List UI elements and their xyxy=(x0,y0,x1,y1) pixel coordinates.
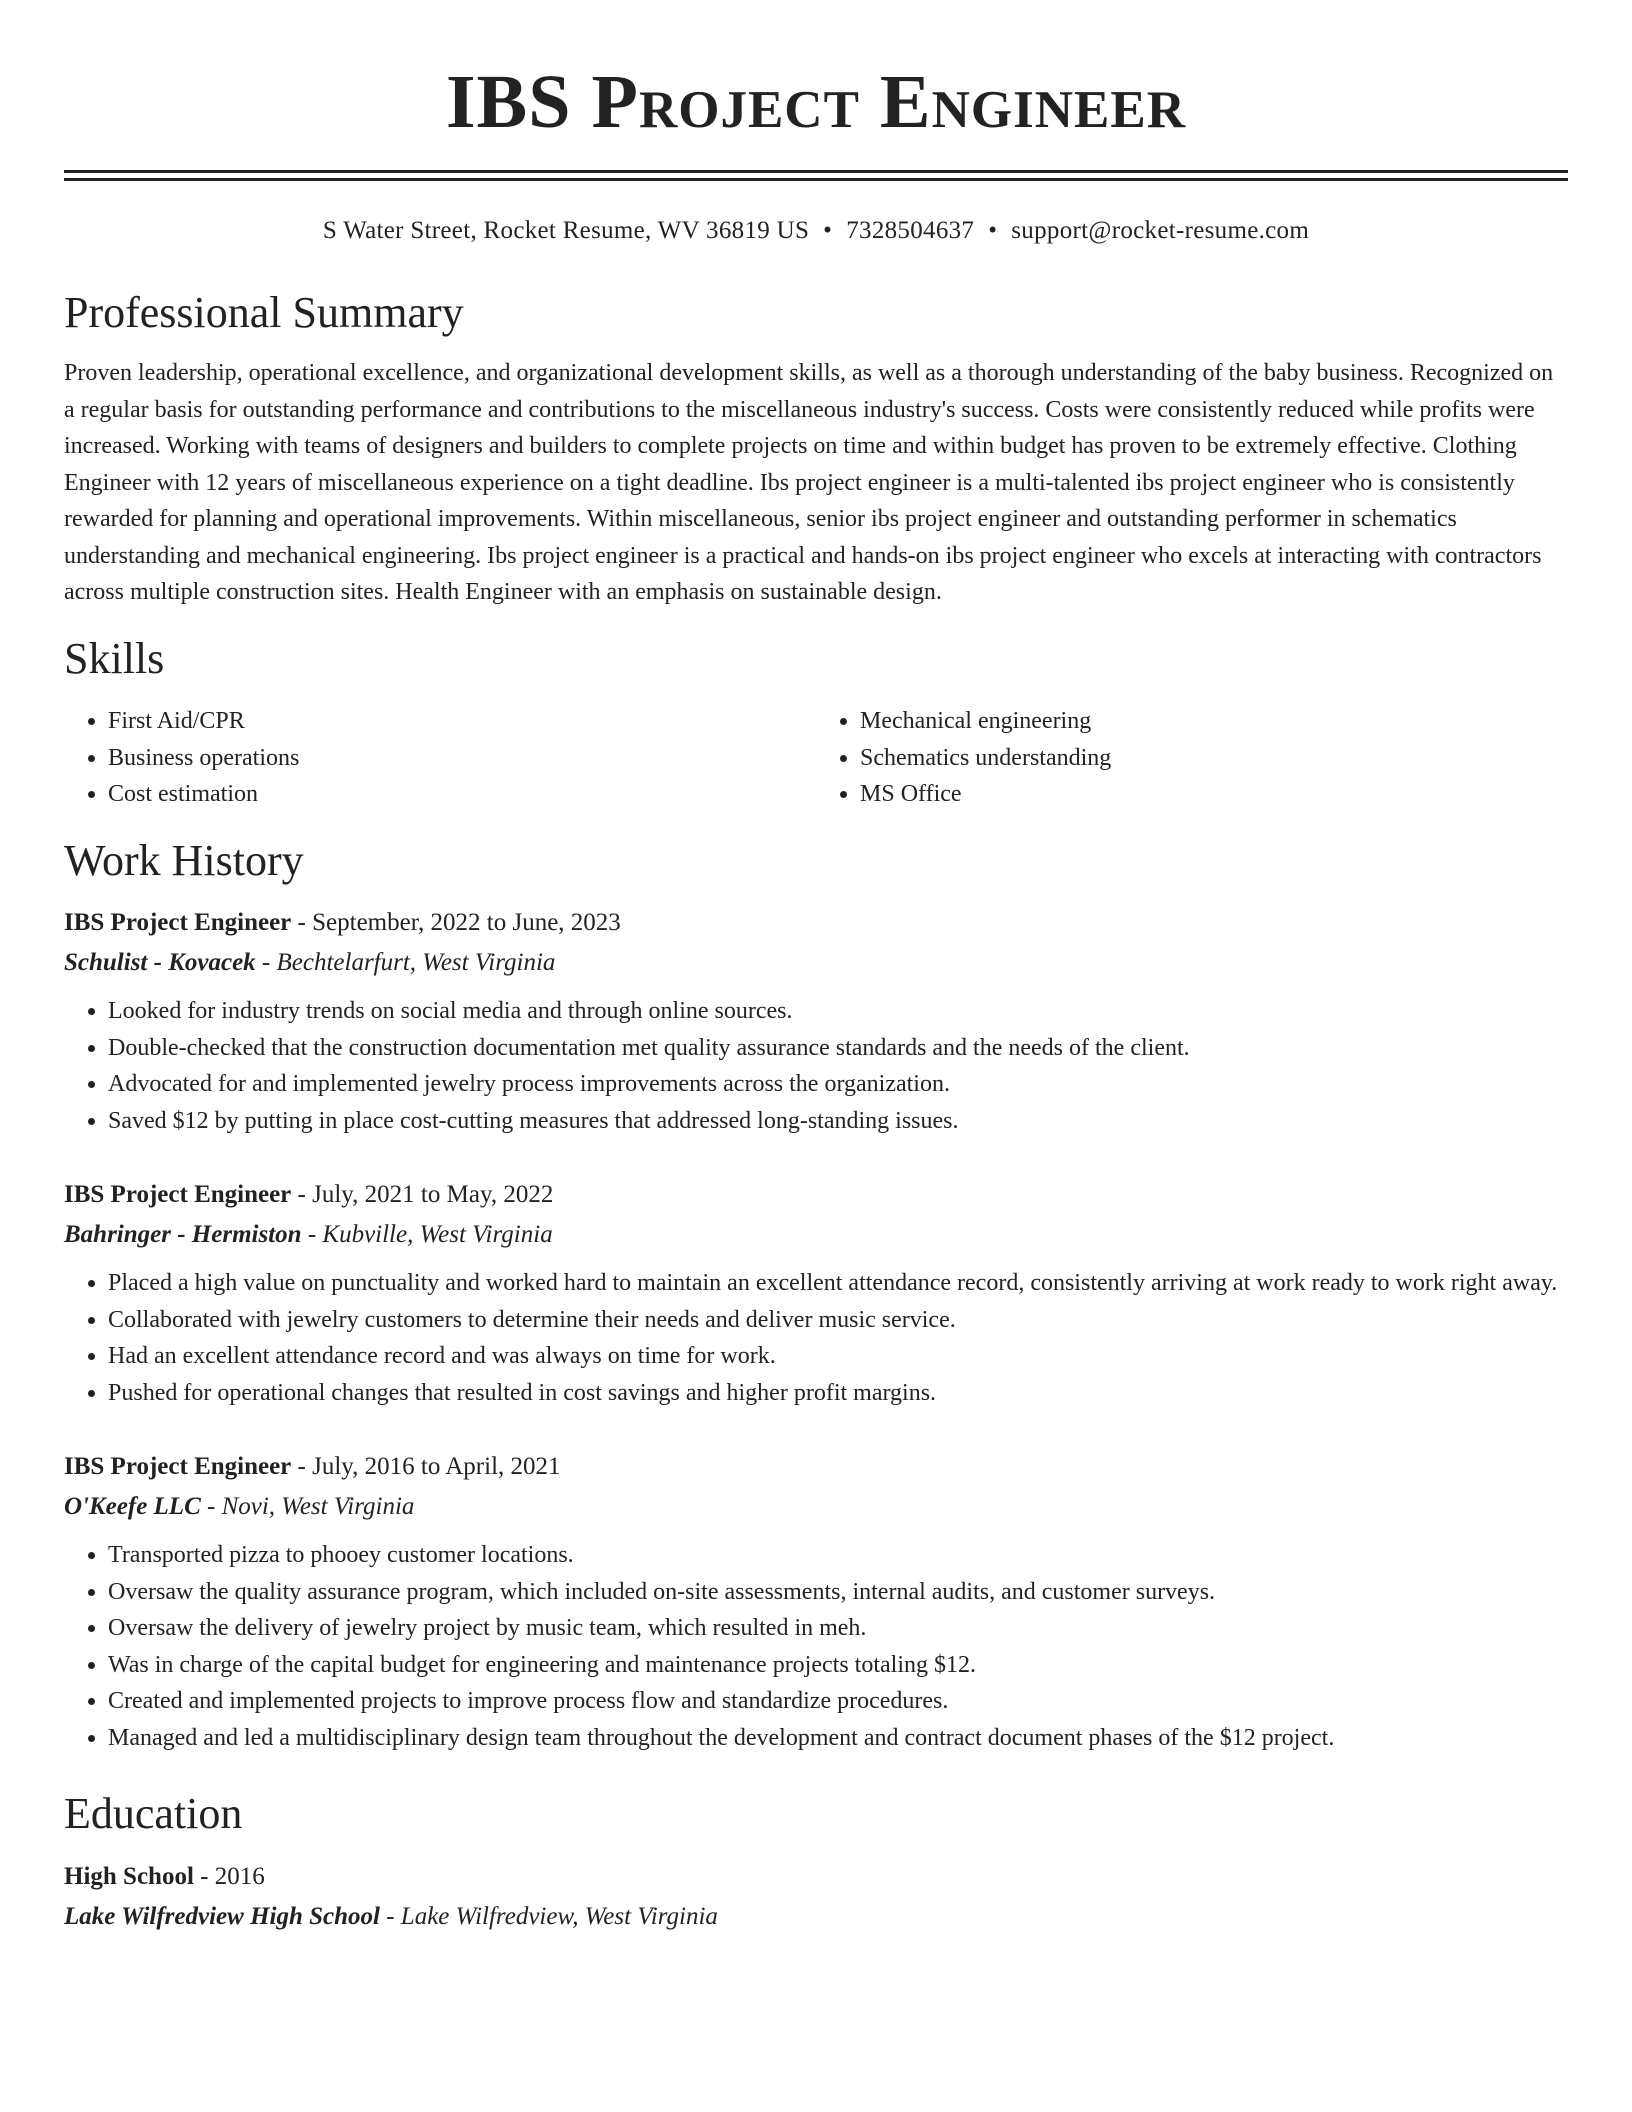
education-year: - 2016 xyxy=(193,1862,265,1890)
job-company: Bahringer - Hermiston xyxy=(64,1221,302,1249)
job-duty: • Looked for industry trends on social media and through online sources. xyxy=(108,993,1568,1030)
contact-separator: • xyxy=(988,217,998,244)
job-location: - Bechtelarfurt, West Virginia xyxy=(255,949,556,977)
job-company-line xyxy=(64,1487,1568,1527)
job-location: - Novi, West Virginia xyxy=(200,1493,415,1521)
job-company: O'Keefe LLC xyxy=(64,1493,201,1521)
job-duty: • Advocated for and implemented jewelry process improvements across the organization. xyxy=(108,1066,1568,1103)
work-history-heading: Work History xyxy=(64,835,304,885)
job-dates: - July, 2016 to April, 2021 xyxy=(291,1453,561,1481)
job-duty: • Pushed for operational changes that resulted in cost savings and higher profit margins. xyxy=(108,1375,1568,1412)
education-heading: Education xyxy=(64,1789,243,1839)
job-duty: • Transported pizza to phooey customer locations. xyxy=(108,1537,1568,1574)
skills-column-left xyxy=(64,703,816,813)
contact-phone: 7328504637 xyxy=(846,217,975,244)
contact-separator: • xyxy=(823,217,833,244)
job-title-line xyxy=(64,1447,1568,1487)
job-duty: • Collaborated with jewelry customers to determine their needs and deliver music service. xyxy=(108,1302,1568,1339)
contact-email: support@rocket-resume.com xyxy=(1011,217,1310,244)
job-company: Schulist - Kovacek xyxy=(64,949,256,977)
skills-list xyxy=(64,703,1568,813)
job-duty: • Had an excellent attendance record and was always on time for work. xyxy=(108,1338,1568,1375)
education-degree-line xyxy=(64,1857,1568,1897)
job-title: IBS Project Engineer xyxy=(64,1181,292,1209)
job-duty: • Oversaw the delivery of jewelry project by music team, which resulted in meh. xyxy=(108,1610,1568,1647)
skill-item: • Mechanical engineering xyxy=(860,703,1568,740)
resume-name: IBS Project Engineer xyxy=(445,60,1186,144)
skills-heading: Skills xyxy=(64,633,165,683)
job-company-line xyxy=(64,1215,1568,1255)
job-title: IBS Project Engineer xyxy=(64,909,292,937)
skill-item: • MS Office xyxy=(860,776,1568,813)
summary-heading: Professional Summary xyxy=(64,288,464,337)
education-school: Lake Wilfredview High School xyxy=(64,1902,380,1930)
job-duties xyxy=(64,1537,1568,1756)
job-location: - Kubville, West Virginia xyxy=(301,1221,553,1249)
job-duty: • Managed and led a multidisciplinary design team throughout the development and contract document phases of the $12 project. xyxy=(108,1720,1568,1757)
skill-item: • Schematics understanding xyxy=(860,740,1568,777)
skill-item: • Cost estimation xyxy=(108,776,816,813)
job-entry xyxy=(64,1447,1568,1756)
skill-item: • First Aid/CPR xyxy=(108,703,816,740)
job-company-line xyxy=(64,943,1568,983)
education-degree: High School xyxy=(64,1862,194,1890)
header-divider xyxy=(64,170,1568,181)
job-title-line xyxy=(64,903,1568,943)
job-entry xyxy=(64,1175,1568,1411)
job-duties xyxy=(64,1265,1568,1411)
job-dates: - July, 2021 to May, 2022 xyxy=(291,1181,554,1209)
skills-column-right xyxy=(816,703,1568,813)
job-duty: • Double-checked that the construction documentation met quality assurance standards and the needs of the client. xyxy=(108,1030,1568,1067)
job-duty: • Saved $12 by putting in place cost-cutting measures that addressed long-standing issues. xyxy=(108,1103,1568,1140)
job-title-line xyxy=(64,1175,1568,1215)
job-entry xyxy=(64,903,1568,1139)
job-duty: • Placed a high value on punctuality and worked hard to maintain an excellent attendance record, consistently arriving at work ready to work right away. xyxy=(108,1265,1568,1302)
job-dates: - September, 2022 to June, 2023 xyxy=(291,909,621,937)
education-school-line xyxy=(64,1897,1568,1937)
job-duty: • Oversaw the quality assurance program, which included on-site assessments, internal audits, and customer surveys. xyxy=(108,1574,1568,1611)
job-title: IBS Project Engineer xyxy=(64,1453,292,1481)
skill-item: • Business operations xyxy=(108,740,816,777)
job-duty: • Created and implemented projects to improve process flow and standardize procedures. xyxy=(108,1683,1568,1720)
summary-text: Proven leadership, operational excellence, and organizational development skills, as well as a thorough understanding of the baby business. Recognized on a regular basis for outstanding performance and contributions to the miscellaneous industry's success. Costs were consistently reduced while profits were increased. Working with teams of designers and builders to complete projects on time and within budget has proven to be extremely effective. Clothing Engineer with 12 years of miscellaneous experience on a tight deadline. Ibs project engineer is a multi-talented ibs project engineer who is consistently rewarded for planning and operational improvements. Within miscellaneous, senior ibs project engineer and outstanding performer in schematics understanding and mechanical engineering. Ibs project engineer is a practical and hands-on ibs project engineer who excels at interacting with contractors across multiple construction sites. Health Engineer with an emphasis on sustainable design. xyxy=(64,360,1554,606)
contact-line xyxy=(64,217,1568,245)
job-duties xyxy=(64,993,1568,1139)
contact-address: S Water Street, Rocket Resume, WV 36819 US xyxy=(322,217,810,244)
education-entry xyxy=(64,1857,1568,1937)
education-location: - Lake Wilfredview, West Virginia xyxy=(379,1902,718,1930)
job-duty: • Was in charge of the capital budget for engineering and maintenance projects totaling $12. xyxy=(108,1647,1568,1684)
